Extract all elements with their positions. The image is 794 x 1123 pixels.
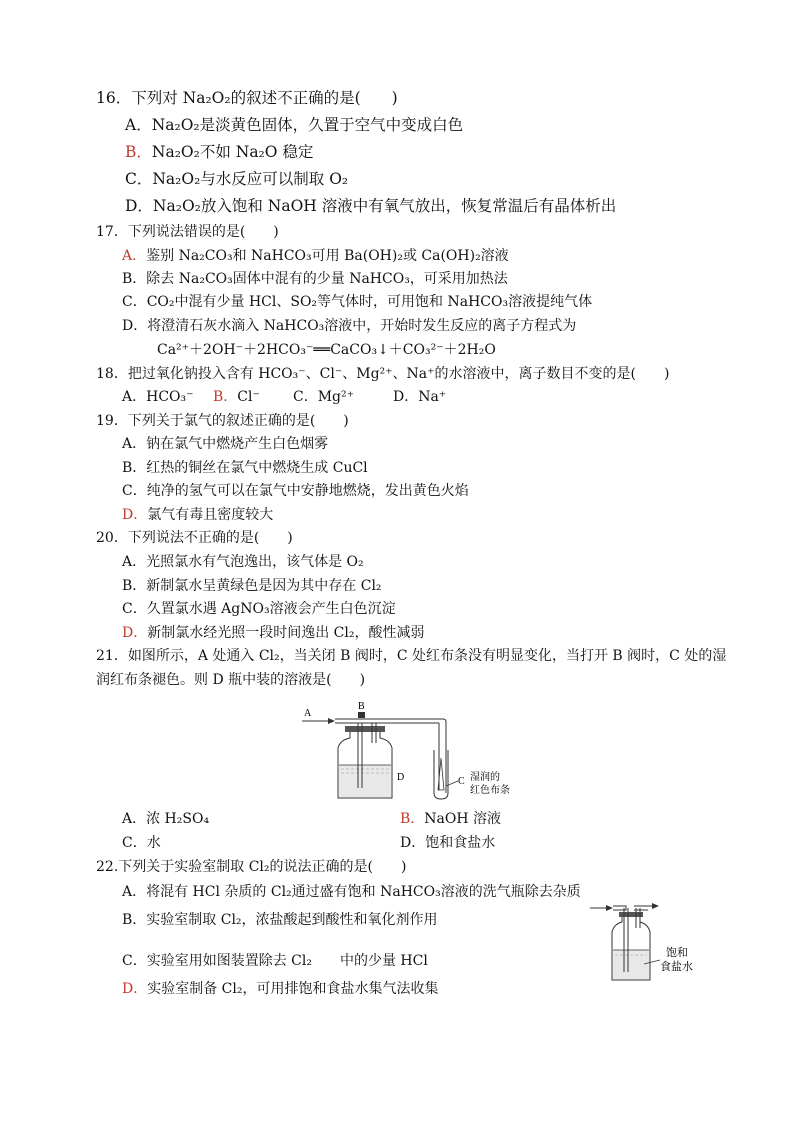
q16-option-b-letter: B． xyxy=(125,143,152,161)
q21-bottle-stopper xyxy=(345,726,385,732)
q19-option-d-letter: D． xyxy=(122,507,148,523)
q22-outlet-arrow xyxy=(652,903,659,909)
q19-stem: 19．下列关于氯气的叙述正确的是( ) xyxy=(96,413,349,429)
q16-stem: 16．下列对 Na₂O₂的叙述不正确的是( ) xyxy=(96,89,398,107)
q16-option-a: A．Na₂O₂是淡黄色固体，久置于空气中变成白色 xyxy=(125,116,464,134)
q18-option-c: C．Mg²⁺ xyxy=(293,389,355,405)
q16-option-b-text: Na₂O₂不如 Na₂O 稳定 xyxy=(151,143,314,161)
q21-stem-line1: 21．如图所示，A 处通入 Cl₂，当关闭 B 阀时，C 处红布条没有明显变化，当打开 B 阀时，C 处的湿 xyxy=(96,648,727,664)
q18-stem: 18．把过氧化钠投入含有 HCO₃⁻、Cl⁻、Mg²⁺、Na⁺的水溶液中，离子数目不变的是( ) xyxy=(96,366,670,382)
q20-option-b: B．新制氯水呈黄绿色是因为其中存在 Cl₂ xyxy=(122,578,382,594)
q16-option-c: C．Na₂O₂与水反应可以制取 O₂ xyxy=(125,170,349,188)
q22-option-d-letter: D． xyxy=(122,981,148,997)
q21-fig-cloth-line2: 红色布条 xyxy=(470,785,510,796)
q22-bottle-stopper xyxy=(619,912,643,917)
q19-option-a: A．钠在氯气中燃烧产生白色烟雾 xyxy=(122,436,329,452)
q22-inlet-arrow xyxy=(606,905,613,911)
q18-option-d: D．Na⁺ xyxy=(393,389,447,405)
q19-option-d-text: 氯气有毒且密度较大 xyxy=(147,507,274,523)
q22-wash-bottle-figure xyxy=(586,898,704,984)
q21-option-d: D．饱和食盐水 xyxy=(400,835,496,851)
q18-option-b-text: Cl⁻ xyxy=(237,389,260,405)
q17-stem: 17．下列说法错误的是( ) xyxy=(96,224,279,240)
q19-option-b: B．红热的铜丝在氯气中燃烧生成 CuCl xyxy=(122,460,368,476)
q21-fig-label-c: C xyxy=(458,776,465,787)
q21-apparatus-figure xyxy=(288,698,534,804)
q21-stem-line2: 润红布条褪色。则 D 瓶中装的溶液是( ) xyxy=(96,672,366,688)
q21-option-b xyxy=(400,809,501,829)
q17-option-d: D．将澄清石灰水滴入 NaHCO₃溶液中，开始时发生反应的离子方程式为 xyxy=(122,318,577,334)
q22-option-b: B．实验室制取 Cl₂，浓盐酸起到酸性和氧化剂作用 xyxy=(122,912,438,928)
q16-option-d: D．Na₂O₂放入饱和 NaOH 溶液中有氧气放出，恢复常温后有晶体析出 xyxy=(125,197,617,215)
q21-fig-label-a: A xyxy=(304,708,312,719)
q20-option-d-letter: D． xyxy=(122,625,148,641)
q20-stem: 20．下列说法不正确的是( ) xyxy=(96,530,293,546)
q22-option-d-text: 实验室制备 Cl₂，可用排饱和食盐水集气法收集 xyxy=(147,981,439,997)
q21-option-b-text: NaOH 溶液 xyxy=(424,811,502,827)
q21-option-b-letter: B． xyxy=(400,811,425,827)
q21-inlet-arrow-head xyxy=(328,718,335,724)
q21-fig-label-b: B xyxy=(358,701,365,712)
q21-valve-b xyxy=(358,712,365,718)
q22-option-d xyxy=(122,979,439,999)
q17-equation: Ca²⁺＋2OH⁻＋2HCO₃⁻══CaCO₃↓＋CO₃²⁻＋2H₂O xyxy=(157,342,496,358)
q21-fig-cloth-line1: 湿润的 xyxy=(470,772,500,783)
q20-option-d xyxy=(122,623,425,643)
q21-option-c: C．水 xyxy=(122,835,161,851)
q21-fig-label-d: D xyxy=(397,772,405,783)
q17-option-a-letter: A． xyxy=(122,248,147,264)
q20-option-a: A．光照氯水有气泡逸出，该气体是 O₂ xyxy=(122,554,364,570)
q20-option-d-text: 新制氯水经光照一段时间逸出 Cl₂，酸性减弱 xyxy=(147,625,425,641)
q18-option-b xyxy=(213,387,260,407)
q18-option-a: A．HCO₃⁻ xyxy=(122,389,194,405)
q22-option-a: A．将混有 HCl 杂质的 Cl₂通过盛有饱和 NaHCO₃溶液的洗气瓶除去杂质 xyxy=(122,884,581,900)
q22-stem: 22.下列关于实验室制取 Cl₂的说法正确的是( ) xyxy=(96,859,407,875)
q18-option-b-letter: B． xyxy=(213,389,238,405)
q16-option-b xyxy=(125,142,313,162)
q17-option-c: C．CO₂中混有少量 HCl、SO₂等气体时，可用饱和 NaHCO₃溶液提纯气体 xyxy=(122,294,593,310)
q20-option-c: C．久置氯水遇 AgNO₃溶液会产生白色沉淀 xyxy=(122,601,396,617)
q22-fig-label-line2: 食盐水 xyxy=(660,960,693,973)
q17-option-a xyxy=(122,246,509,266)
q21-option-a: A．浓 H₂SO₄ xyxy=(122,811,210,827)
q22-option-c: C．实验室用如图装置除去 Cl₂ 中的少量 HCl xyxy=(122,953,428,969)
q17-option-b: B．除去 Na₂CO₃固体中混有的少量 NaHCO₃，可采用加热法 xyxy=(122,271,508,287)
q19-option-d xyxy=(122,505,273,525)
q17-option-a-text: 鉴别 Na₂CO₃和 NaHCO₃可用 Ba(OH)₂或 Ca(OH)₂溶液 xyxy=(146,248,509,264)
q22-fig-label-line1: 饱和 xyxy=(666,946,688,959)
q19-option-c: C．纯净的氢气可以在氯气中安静地燃烧，发出黄色火焰 xyxy=(122,483,469,499)
